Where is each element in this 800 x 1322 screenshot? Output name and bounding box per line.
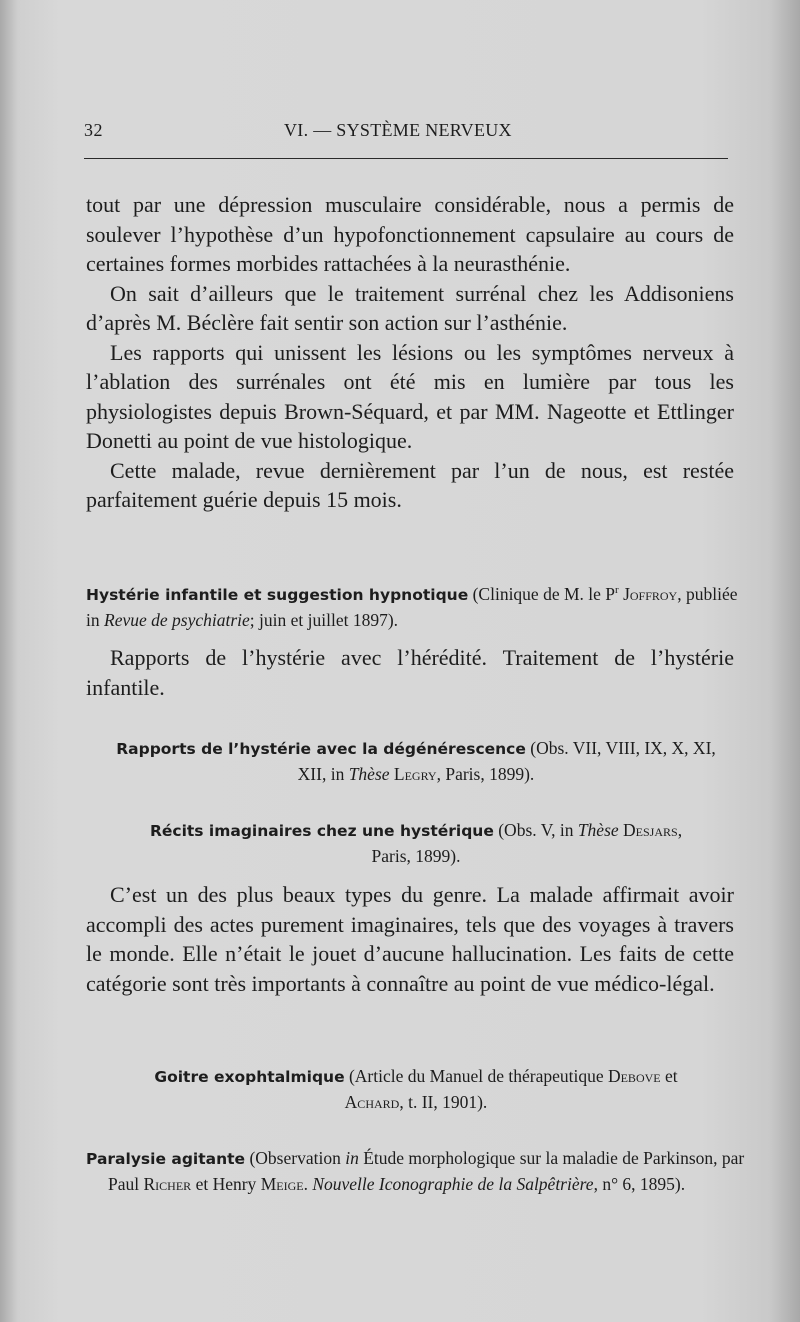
entry1-body [86, 643, 734, 702]
entry-title: Rapports de l’hystérie avec la dégénérescence [116, 740, 526, 758]
entry-heading [86, 1146, 746, 1197]
entry-paralysie [86, 1146, 746, 1197]
entry-heading [86, 578, 746, 633]
entry-ref: , publiée in [86, 583, 738, 630]
entry-ref: et Henry [191, 1174, 261, 1194]
entry-ref: Paris, 1899). [371, 846, 461, 866]
intro-paragraph: tout par une dépression musculaire considérable, nous a permis de soulever l’hypothèse d’un hypofonctionnement capsulaire au cours de certaines formes morbides rattachées à la neurasthénie. [86, 192, 734, 276]
entry-goitre [86, 1064, 746, 1115]
entry-ref: , n° 6, 1895). [593, 1174, 686, 1194]
entry-in: in [345, 1148, 359, 1168]
intro-paragraph: Cette malade, revue dernièrement par l’un de nous, est restée parfaitement guérie depuis 15 mois. [86, 457, 734, 512]
entry-recits-imaginaires: Récits imaginaires chez une hystérique (Obs. V, in Thèse Desjars, Paris, 1899). [149, 820, 683, 866]
running-title: VI. — SYSTÈME NERVEUX [284, 120, 512, 140]
header-rule [84, 158, 728, 159]
entry-title: Récits imaginaires chez une hystérique [149, 822, 494, 840]
entry-hysterie-infantile [86, 578, 746, 633]
entry-author: Debove [607, 1066, 661, 1086]
entry-these: Thèse [577, 820, 619, 840]
entry-ref: (Clinique de M. le P [472, 583, 616, 604]
entry-author: Joffroy [623, 583, 678, 604]
entry-degenerescence [86, 736, 746, 787]
entry-ref: Étude morphologique sur la maladie de Parkinson, par Paul [108, 1148, 745, 1194]
page-number: 32 [84, 120, 103, 140]
entry3-body [86, 880, 734, 998]
entry-ref: et [664, 1066, 678, 1086]
entry-author: Desjars [623, 820, 678, 840]
intro-text [86, 190, 734, 515]
entry-ref: XII, in [297, 764, 349, 784]
entry-title: Paralysie agitante [86, 1150, 246, 1168]
intro-paragraph: Les rapports qui unissent les lésions ou les symptômes nerveux à l’ablation des surrénales ont été mis en lumière par tous les physiologistes depuis Brown-Séquard, et par MM. Nageotte et Ettlinger Donetti au point de vue histologique. [86, 339, 734, 453]
entry-ref: (Article du Manuel de thérapeutique [348, 1066, 604, 1086]
entry-journal: Revue de psychiatrie [104, 609, 250, 630]
entry-body: C’est un des plus beaux types du genre. La malade affirmait avoir accompli des actes purement imaginaires, tels que des voyages à travers le monde. Elle n’était le jouet d’aucune hallucination. Les faits de cette catégorie sont très importants à connaître au point de vue médico-légal. [86, 882, 734, 996]
entry-ref: ; juin et juillet 1897). [249, 609, 399, 630]
entry-ref: . [303, 1174, 313, 1194]
entry-ref: (Observation [249, 1148, 346, 1168]
entry-ref: , Paris, 1899). [436, 764, 535, 784]
entry-ref-sup: r [615, 584, 619, 596]
entry-author: Richer [143, 1174, 192, 1194]
entry-these: Thèse [348, 764, 390, 784]
entry-title: Goitre exophtalmique [154, 1068, 345, 1086]
entry-ref: , t. II, 1901). [399, 1092, 488, 1112]
entry-body: Rapports de l’hystérie avec l’hérédité. Traitement de l’hystérie infantile. [86, 645, 734, 700]
entry-author: Meige [260, 1174, 304, 1194]
running-header [84, 116, 740, 146]
intro-paragraph: On sait d’ailleurs que le traitement surrénal chez les Addisoniens d’après M. Béclère fait sentir son action sur l’asthénie. [86, 280, 734, 335]
entry-author: Legry [393, 764, 437, 784]
entry-ref: (Obs. V, in [498, 820, 578, 840]
entry-ref: (Obs. VII, VIII, IX, X, XI, [530, 738, 716, 758]
entry-journal: Nouvelle Iconographie de la Salpêtrière [312, 1174, 594, 1194]
entry-title: Hystérie infantile et suggestion hypnotique [86, 585, 469, 604]
entry-author: Achard [344, 1092, 400, 1112]
